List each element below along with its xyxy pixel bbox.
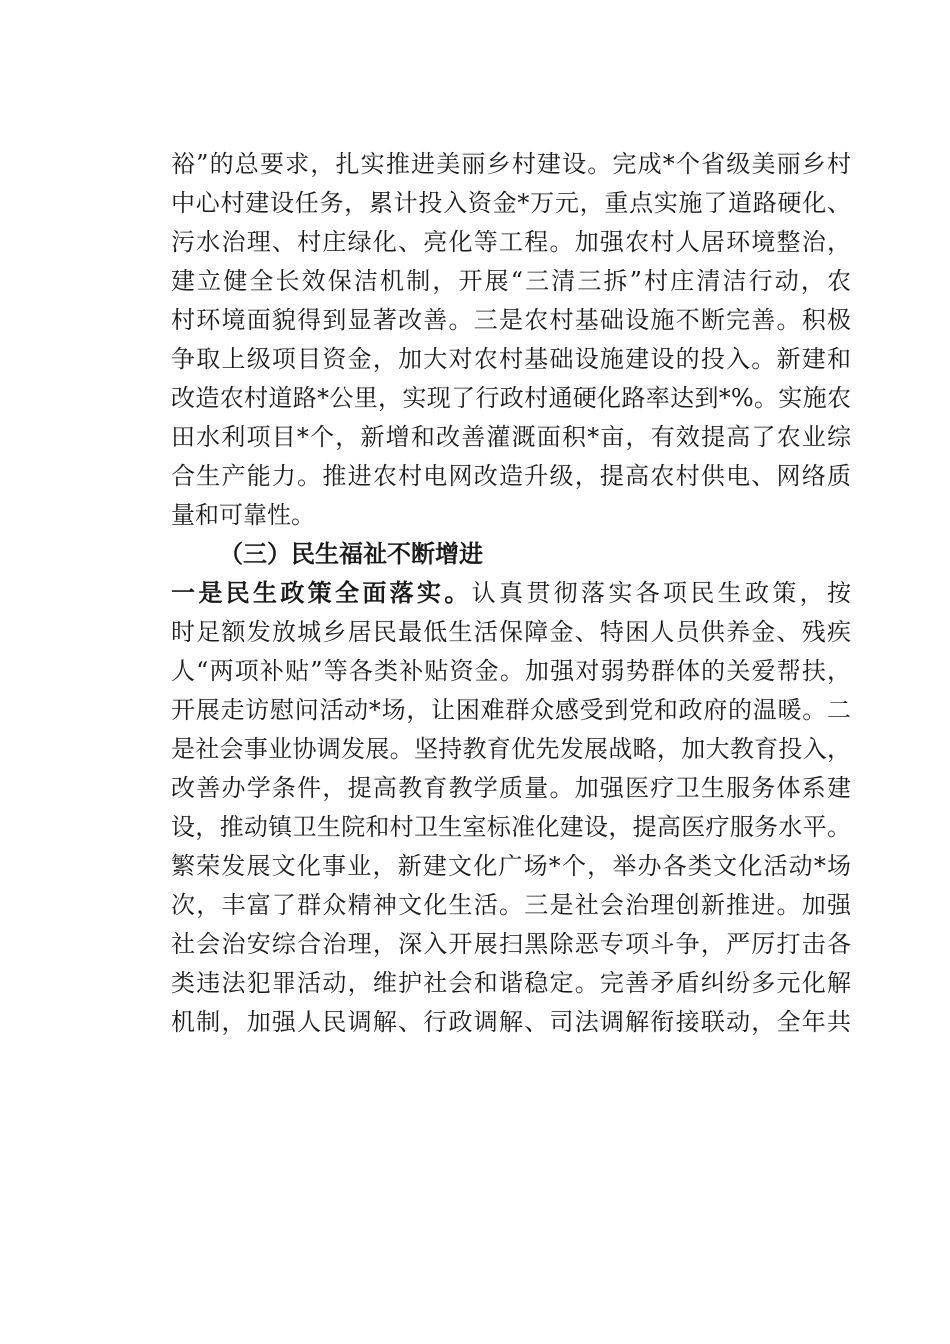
text-line: 中心村建设任务，累计投入资金*万元，重点实施了道路硬化、 bbox=[171, 189, 851, 217]
text-line: 量和可靠性。 bbox=[171, 501, 315, 529]
text-line: 繁荣发展文化事业，新建文化广场*个，举办各类文化活动*场 bbox=[171, 852, 851, 880]
text-line: 村环境面貌得到显著改善。三是农村基础设施不断完善。积极 bbox=[171, 306, 851, 334]
text-line: 社会治安综合治理，深入开展扫黑除恶专项斗争，严厉打击各 bbox=[171, 930, 851, 958]
lead-phrase: 一是民生政策全面落实。 bbox=[171, 578, 472, 607]
text-line: 合生产能力。推进农村电网改造升级，提高农村供电、网络质 bbox=[171, 462, 851, 490]
text-line: 裕”的总要求，扎实推进美丽乡村建设。完成*个省级美丽乡村 bbox=[171, 150, 851, 178]
text-line-first bbox=[171, 574, 851, 612]
text-line: 开展走访慰问活动*场，让困难群众感受到党和政府的温暖。二 bbox=[171, 696, 851, 724]
text-line: 改造农村道路*公里，实现了行政村通硬化路率达到*%。实施农 bbox=[171, 384, 851, 412]
text-line: 建立健全长效保洁机制，开展“三清三拆”村庄清洁行动，农 bbox=[171, 267, 851, 295]
text-line: 时足额发放城乡居民最低生活保障金、特困人员供养金、残疾 bbox=[171, 618, 851, 646]
text-line: 是社会事业协调发展。坚持教育优先发展战略，加大教育投入， bbox=[171, 735, 851, 763]
section-heading: （三）民生福祉不断增进 bbox=[219, 539, 483, 568]
text-line: 类违法犯罪活动，维护社会和谐稳定。完善矛盾纠纷多元化解 bbox=[171, 969, 851, 997]
text-line: 设，推动镇卫生院和村卫生室标准化建设，提高医疗服务水平。 bbox=[171, 813, 851, 841]
text-line: 人“两项补贴”等各类补贴资金。加强对弱势群体的关爱帮扶， bbox=[171, 657, 851, 685]
text-line: 次，丰富了群众精神文化生活。三是社会治理创新推进。加强 bbox=[171, 891, 851, 919]
text-line: 田水利项目*个，新增和改善灌溉面积*亩，有效提高了农业综 bbox=[171, 423, 851, 451]
text-line: 污水治理、村庄绿化、亮化等工程。加强农村人居环境整治， bbox=[171, 228, 851, 256]
text-line: 争取上级项目资金，加大对农村基础设施建设的投入。新建和 bbox=[171, 345, 851, 373]
text-line: 改善办学条件，提高教育教学质量。加强医疗卫生服务体系建 bbox=[171, 774, 851, 802]
lead-rest: 认真贯彻落实各项民生政策，按 bbox=[471, 579, 852, 607]
text-line: 机制，加强人民调解、行政调解、司法调解衔接联动，全年共 bbox=[171, 1008, 851, 1036]
